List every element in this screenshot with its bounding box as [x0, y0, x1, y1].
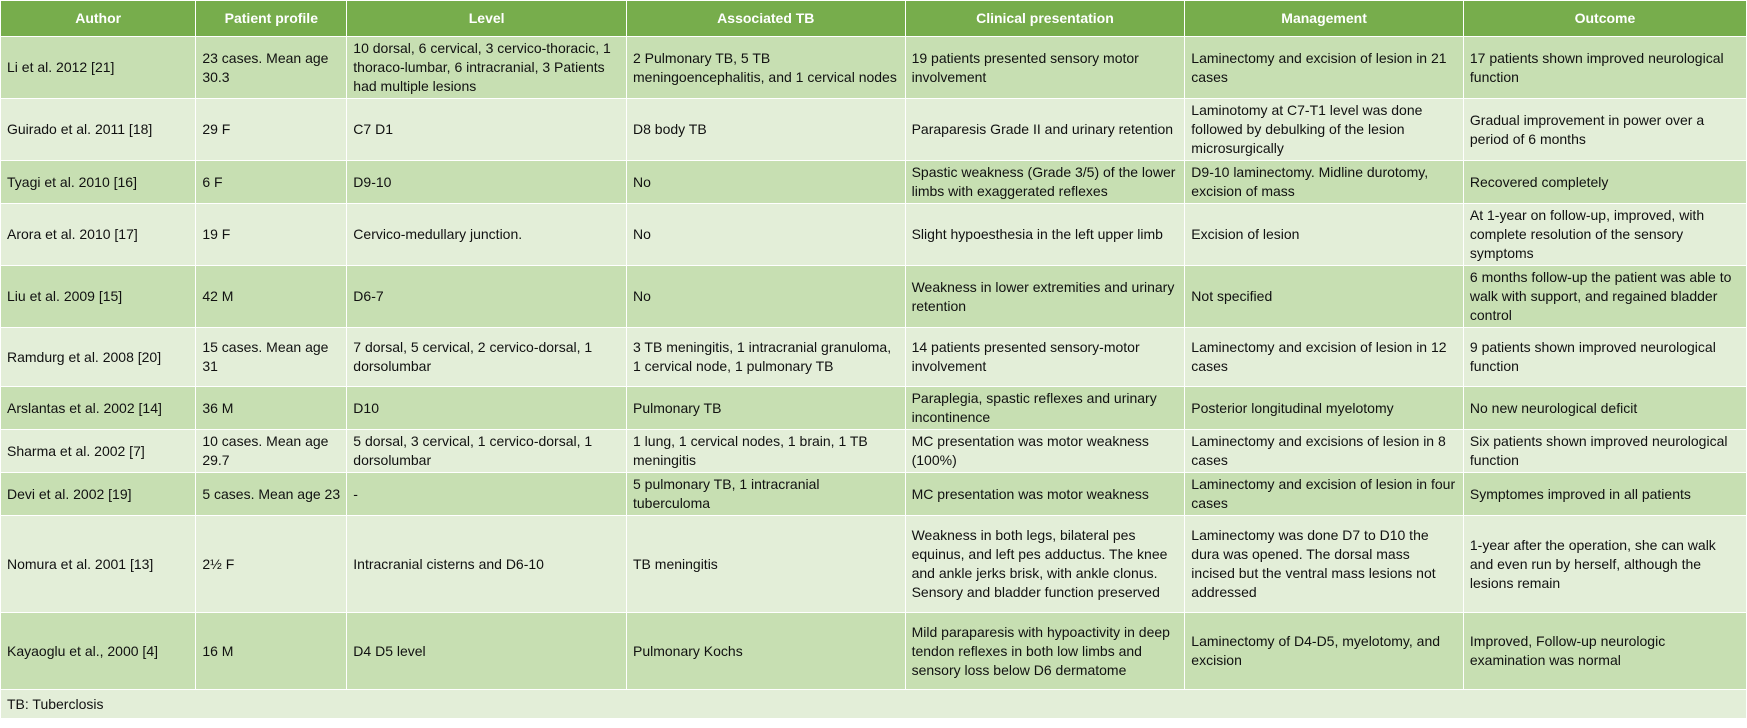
cell-patient-profile: 19 F	[196, 204, 347, 266]
table-row	[1, 204, 1747, 266]
header-management: Management	[1185, 1, 1464, 37]
table-row	[1, 473, 1747, 516]
cell-associated-tb: 3 TB meningitis, 1 intracranial granuloma, 1 cervical node, 1 pulmonary TB	[627, 328, 906, 387]
cell-management: Laminectomy and excisions of lesion in 8 cases	[1185, 430, 1464, 473]
cell-level: -	[347, 473, 627, 516]
cell-associated-tb: No	[627, 204, 906, 266]
table-row	[1, 328, 1747, 387]
cell-level: D4 D5 level	[347, 613, 627, 690]
cell-level: D10	[347, 387, 627, 430]
cell-level: D6-7	[347, 266, 627, 328]
cell-patient-profile: 10 cases. Mean age 29.7	[196, 430, 347, 473]
cell-associated-tb: Pulmonary Kochs	[627, 613, 906, 690]
cell-author: Li et al. 2012 [21]	[1, 37, 196, 99]
cell-associated-tb: 2 Pulmonary TB, 5 TB meningoencephalitis, and 1 cervical nodes	[627, 37, 906, 99]
cell-author: Guirado et al. 2011 [18]	[1, 99, 196, 161]
cell-clinical-presentation: Paraplegia, spastic reflexes and urinary incontinence	[905, 387, 1185, 430]
cell-outcome: Recovered completely	[1463, 161, 1746, 204]
cell-associated-tb: TB meningitis	[627, 516, 906, 613]
table-row	[1, 387, 1747, 430]
cell-author: Arora et al. 2010 [17]	[1, 204, 196, 266]
cell-clinical-presentation: Slight hypoesthesia in the left upper limb	[905, 204, 1185, 266]
cell-outcome: Six patients shown improved neurological function	[1463, 430, 1746, 473]
header-patient-profile: Patient profile	[196, 1, 347, 37]
cell-management: Not specified	[1185, 266, 1464, 328]
cell-associated-tb: No	[627, 161, 906, 204]
cell-level: Cervico-medullary junction.	[347, 204, 627, 266]
cell-level: 10 dorsal, 6 cervical, 3 cervico-thoracic, 1 thoraco-lumbar, 6 intracranial, 3 Patients had multiple lesions	[347, 37, 627, 99]
header-level: Level	[347, 1, 627, 37]
cell-associated-tb: Pulmonary TB	[627, 387, 906, 430]
cell-clinical-presentation: Paraparesis Grade II and urinary retention	[905, 99, 1185, 161]
cell-management: Posterior longitudinal myelotomy	[1185, 387, 1464, 430]
cell-management: Laminectomy and excision of lesion in 21 cases	[1185, 37, 1464, 99]
cell-associated-tb: 1 lung, 1 cervical nodes, 1 brain, 1 TB meningitis	[627, 430, 906, 473]
cell-level: Intracranial cisterns and D6-10	[347, 516, 627, 613]
footnote-row	[1, 690, 1747, 719]
cell-author: Nomura et al. 2001 [13]	[1, 516, 196, 613]
cell-level: C7 D1	[347, 99, 627, 161]
cell-associated-tb: No	[627, 266, 906, 328]
cell-author: Sharma et al. 2002 [7]	[1, 430, 196, 473]
cell-outcome: 1-year after the operation, she can walk and even run by herself, although the lesions remain	[1463, 516, 1746, 613]
table-row	[1, 430, 1747, 473]
cell-clinical-presentation: Spastic weakness (Grade 3/5) of the lower limbs with exaggerated reflexes	[905, 161, 1185, 204]
cell-clinical-presentation: 19 patients presented sensory motor involvement	[905, 37, 1185, 99]
cell-patient-profile: 5 cases. Mean age 23	[196, 473, 347, 516]
cell-outcome: Improved, Follow-up neurologic examination was normal	[1463, 613, 1746, 690]
header-clinical-presentation: Clinical presentation	[905, 1, 1185, 37]
table-row	[1, 37, 1747, 99]
cell-management: Laminotomy at C7-T1 level was done followed by debulking of the lesion microsurgically	[1185, 99, 1464, 161]
table-row	[1, 99, 1747, 161]
cell-clinical-presentation: MC presentation was motor weakness	[905, 473, 1185, 516]
cell-author: Liu et al. 2009 [15]	[1, 266, 196, 328]
cell-patient-profile: 36 M	[196, 387, 347, 430]
cell-author: Tyagi et al. 2010 [16]	[1, 161, 196, 204]
cell-patient-profile: 15 cases. Mean age 31	[196, 328, 347, 387]
cell-management: Laminectomy and excision of lesion in four cases	[1185, 473, 1464, 516]
cell-patient-profile: 2½ F	[196, 516, 347, 613]
cell-outcome: Symptomes improved in all patients	[1463, 473, 1746, 516]
cell-clinical-presentation: Weakness in both legs, bilateral pes equinus, and left pes adductus. The knee and ankle jerks brisk, with ankle clonus. Sensory and bladder function preserved	[905, 516, 1185, 613]
cell-outcome: 9 patients shown improved neurological function	[1463, 328, 1746, 387]
table-row	[1, 516, 1747, 613]
cell-outcome: Gradual improvement in power over a period of 6 months	[1463, 99, 1746, 161]
cell-associated-tb: D8 body TB	[627, 99, 906, 161]
header-outcome: Outcome	[1463, 1, 1746, 37]
cell-author: Arslantas et al. 2002 [14]	[1, 387, 196, 430]
cell-author: Kayaoglu et al., 2000 [4]	[1, 613, 196, 690]
cell-management: Excision of lesion	[1185, 204, 1464, 266]
cell-level: 7 dorsal, 5 cervical, 2 cervico-dorsal, 1 dorsolumbar	[347, 328, 627, 387]
table-row	[1, 266, 1747, 328]
header-associated-tb: Associated TB	[627, 1, 906, 37]
cell-management: Laminectomy of D4-D5, myelotomy, and excision	[1185, 613, 1464, 690]
cell-management: D9-10 laminectomy. Midline durotomy, excision of mass	[1185, 161, 1464, 204]
cell-author: Ramdurg et al. 2008 [20]	[1, 328, 196, 387]
cell-management: Laminectomy and excision of lesion in 12 cases	[1185, 328, 1464, 387]
cell-level: D9-10	[347, 161, 627, 204]
cell-author: Devi et al. 2002 [19]	[1, 473, 196, 516]
table-row	[1, 613, 1747, 690]
cell-outcome: 6 months follow-up the patient was able to walk with support, and regained bladder control	[1463, 266, 1746, 328]
cell-management: Laminectomy was done D7 to D10 the dura was opened. The dorsal mass incised but the ventral mass lesions not addressed	[1185, 516, 1464, 613]
cell-clinical-presentation: Weakness in lower extremities and urinary retention	[905, 266, 1185, 328]
header-author: Author	[1, 1, 196, 37]
cell-patient-profile: 16 M	[196, 613, 347, 690]
cell-clinical-presentation: 14 patients presented sensory-motor involvement	[905, 328, 1185, 387]
cell-outcome: No new neurological deficit	[1463, 387, 1746, 430]
cell-clinical-presentation: MC presentation was motor weakness (100%)	[905, 430, 1185, 473]
cell-patient-profile: 29 F	[196, 99, 347, 161]
table-row	[1, 161, 1747, 204]
cell-patient-profile: 6 F	[196, 161, 347, 204]
cell-associated-tb: 5 pulmonary TB, 1 intracranial tuberculoma	[627, 473, 906, 516]
cell-outcome: At 1-year on follow-up, improved, with complete resolution of the sensory symptoms	[1463, 204, 1746, 266]
cell-level: 5 dorsal, 3 cervical, 1 cervico-dorsal, 1 dorsolumbar	[347, 430, 627, 473]
header-row	[1, 1, 1747, 37]
cell-patient-profile: 42 M	[196, 266, 347, 328]
cell-patient-profile: 23 cases. Mean age 30.3	[196, 37, 347, 99]
cell-clinical-presentation: Mild paraparesis with hypoactivity in deep tendon reflexes in both low limbs and sensory loss below D6 dermatome	[905, 613, 1185, 690]
cell-outcome: 17 patients shown improved neurological function	[1463, 37, 1746, 99]
footnote: TB: Tuberclosis	[1, 690, 1747, 719]
